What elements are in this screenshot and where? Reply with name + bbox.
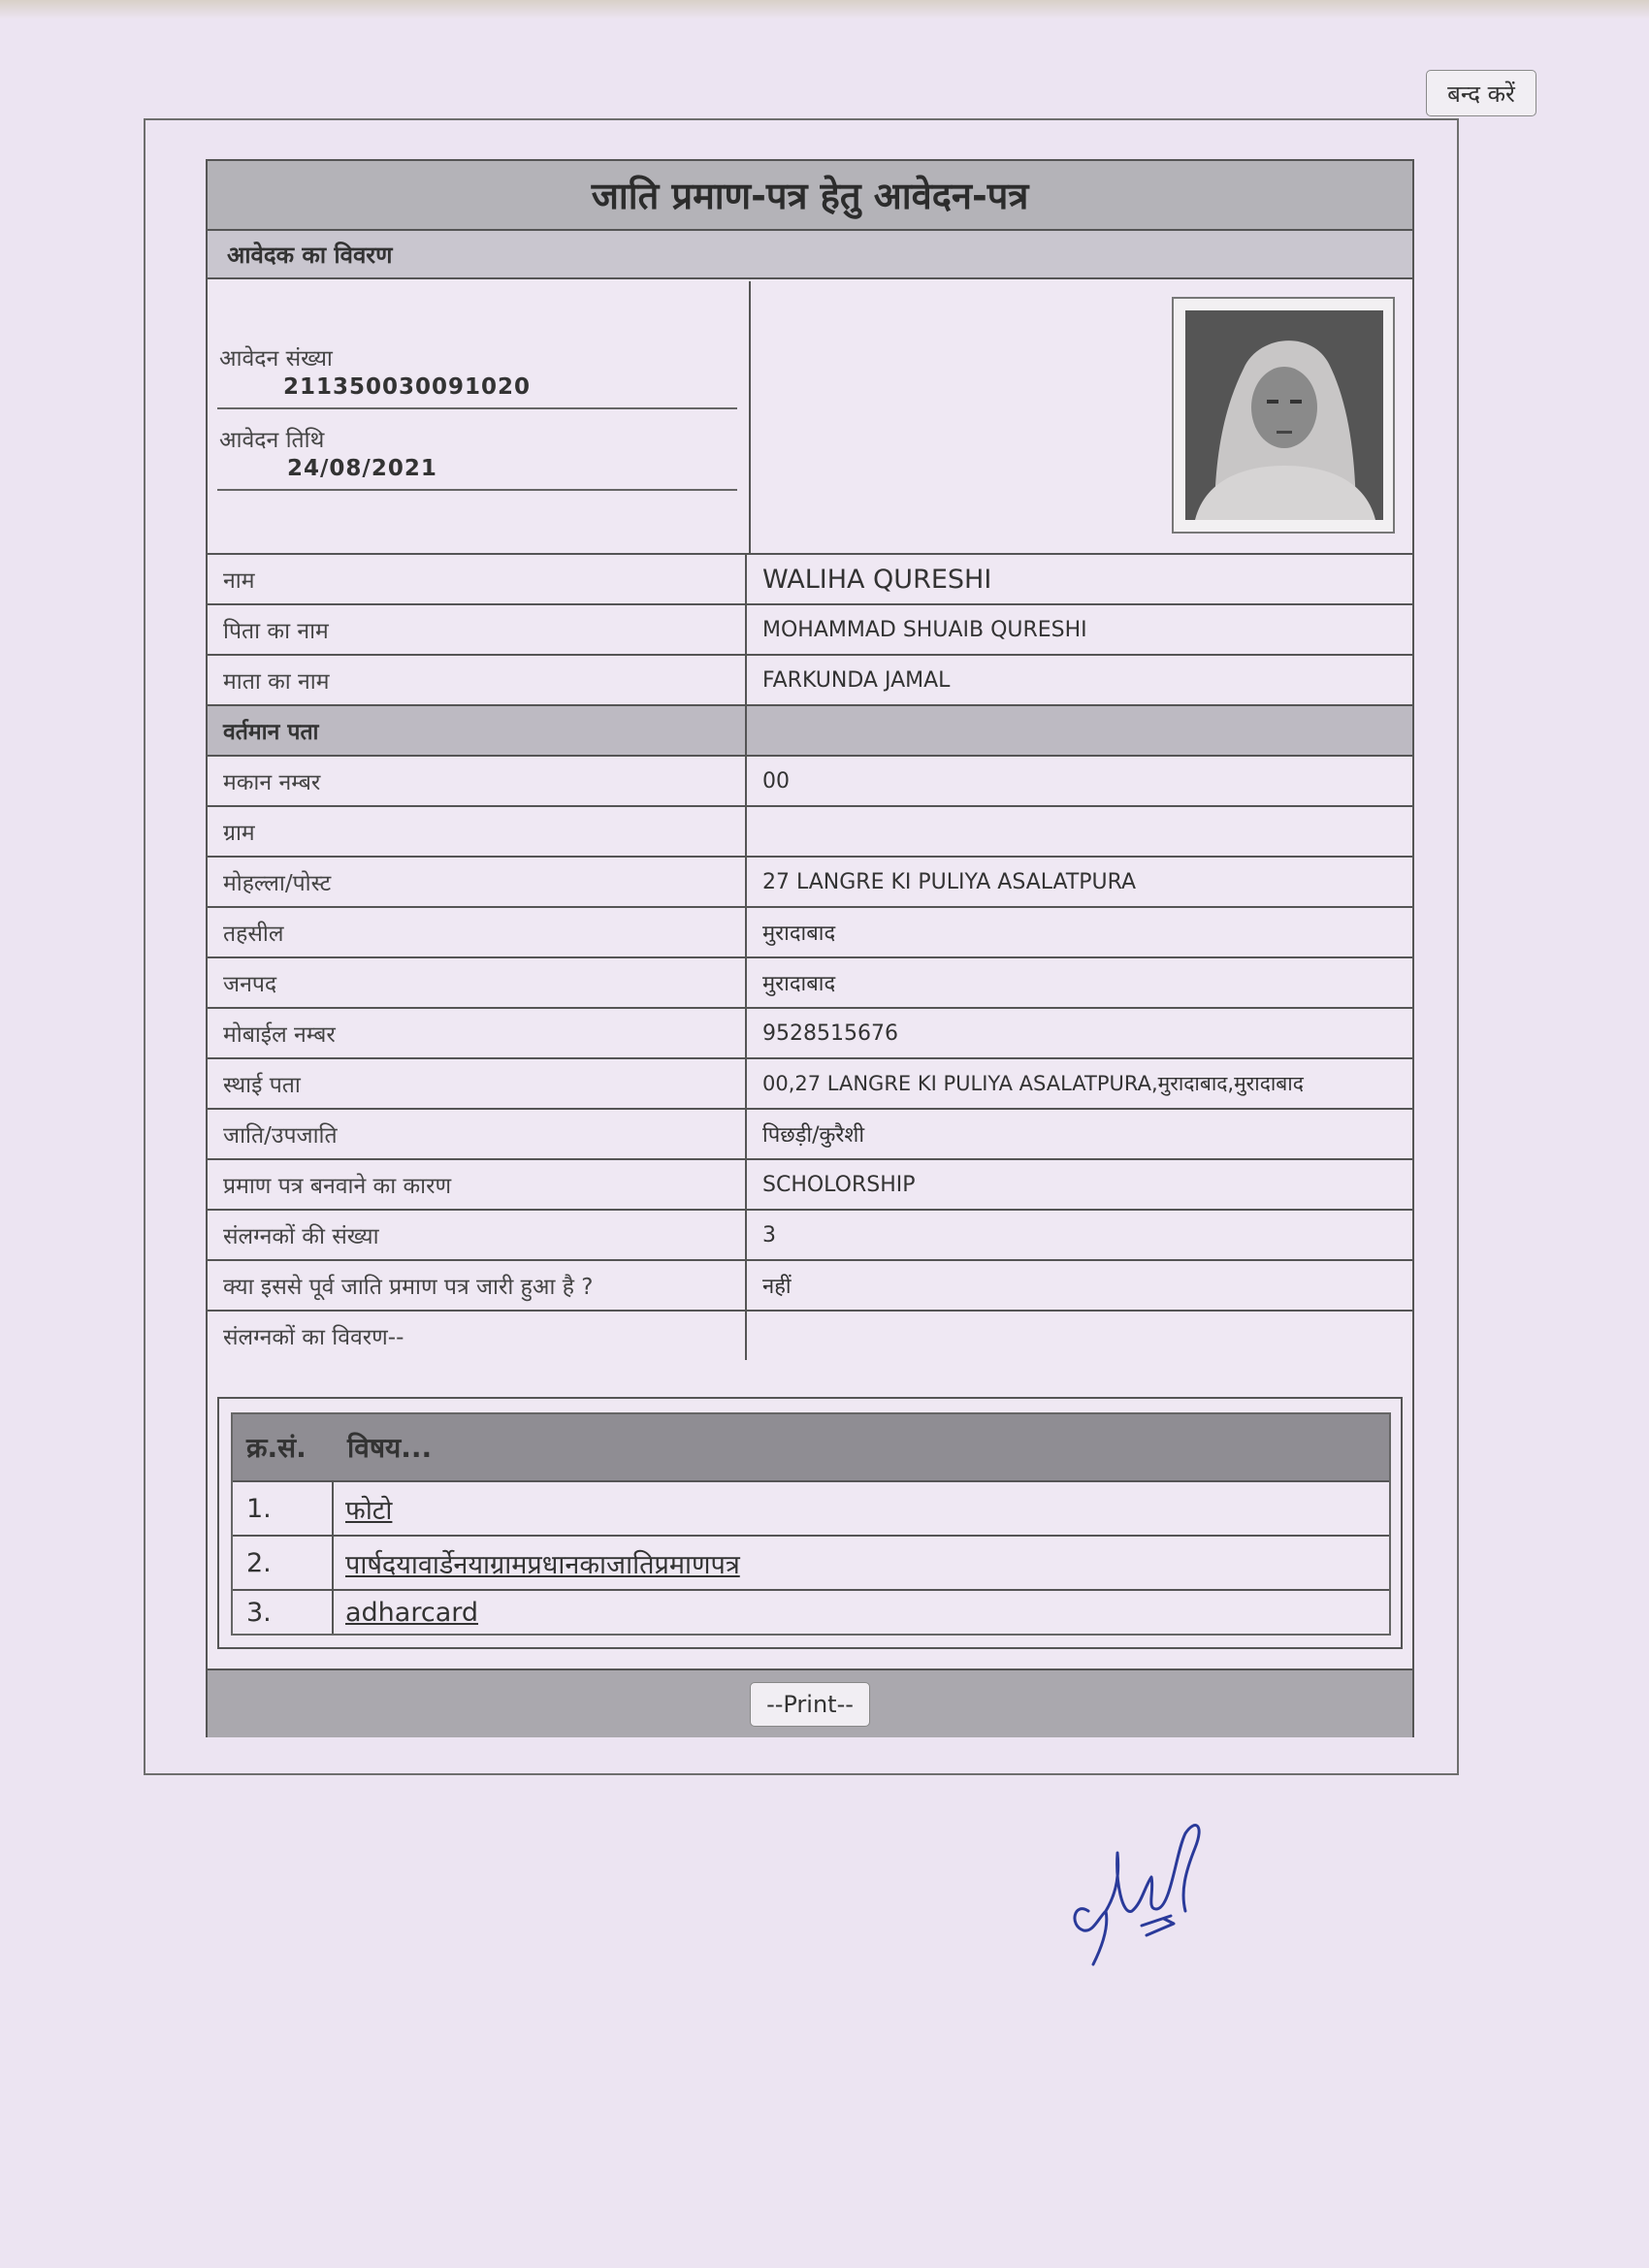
signature bbox=[1050, 1795, 1224, 1969]
attachment-row bbox=[233, 1535, 1389, 1589]
row-label: संलग्नकों का विवरण-- bbox=[208, 1312, 747, 1360]
row-house-number bbox=[208, 755, 1412, 805]
row-previous-certificate bbox=[208, 1259, 1412, 1310]
row-value: 27 LANGRE KI PULIYA ASALATPURA bbox=[762, 869, 1137, 894]
row-value bbox=[747, 1312, 1412, 1360]
form-footer bbox=[208, 1669, 1412, 1737]
close-button[interactable]: बन्द करें bbox=[1426, 70, 1536, 116]
attachment-link-aadhar[interactable]: adharcard bbox=[345, 1597, 479, 1628]
row-value bbox=[747, 807, 1412, 856]
row-value: 9528515676 bbox=[762, 1021, 898, 1046]
row-father-name bbox=[208, 603, 1412, 654]
attachment-link-caste-certificate[interactable]: पार्षदयावार्डेनयाग्रामप्रधानकाजातिप्रमाणपत्र bbox=[345, 1549, 740, 1580]
row-value bbox=[747, 706, 1412, 755]
row-label: वर्तमान पता bbox=[208, 706, 747, 755]
row-district bbox=[208, 956, 1412, 1007]
row-value: मुरादाबाद bbox=[762, 972, 836, 996]
row-label: प्रमाण पत्र बनवाने का कारण bbox=[208, 1160, 747, 1209]
row-value: 3 bbox=[762, 1222, 776, 1247]
row-mother-name bbox=[208, 654, 1412, 704]
divider bbox=[217, 489, 737, 491]
row-value: नहीं bbox=[762, 1275, 792, 1299]
row-tehsil bbox=[208, 906, 1412, 956]
row-label: माता का नाम bbox=[208, 656, 747, 704]
header-serial: क्र.सं. bbox=[246, 1432, 307, 1464]
row-label: मकान नम्बर bbox=[208, 757, 747, 805]
photo-image bbox=[1185, 310, 1383, 520]
row-village bbox=[208, 805, 1412, 856]
details-table bbox=[208, 553, 1412, 1360]
row-label: मोहल्ला/पोस्ट bbox=[208, 858, 747, 906]
attachment-link-photo[interactable]: फोटो bbox=[345, 1495, 393, 1526]
scan-top-edge bbox=[0, 0, 1649, 19]
row-caste bbox=[208, 1108, 1412, 1158]
row-value: 00 bbox=[762, 768, 790, 794]
row-reason bbox=[208, 1158, 1412, 1209]
row-current-address-section bbox=[208, 704, 1412, 755]
row-mobile-number bbox=[208, 1007, 1412, 1057]
application-date: 24/08/2021 bbox=[287, 456, 437, 481]
attachment-serial: 3. bbox=[233, 1591, 334, 1634]
application-info bbox=[208, 281, 751, 553]
attachment-row bbox=[233, 1480, 1389, 1535]
row-label: ग्राम bbox=[208, 807, 747, 856]
row-value: 00,27 LANGRE KI PULIYA ASALATPURA,मुरादाबाद,मुरादाबाद bbox=[762, 1072, 1304, 1095]
row-value: WALIHA QURESHI bbox=[762, 564, 992, 595]
row-attachment-details bbox=[208, 1310, 1412, 1360]
row-name bbox=[208, 553, 1412, 603]
row-label: नाम bbox=[208, 555, 747, 603]
attachment-serial: 1. bbox=[233, 1482, 334, 1535]
row-label: जाति/उपजाति bbox=[208, 1110, 747, 1158]
person-photo-icon bbox=[1185, 310, 1383, 520]
application-number-label: आवेदन संख्या bbox=[219, 346, 333, 372]
section-applicant-details: आवेदक का विवरण bbox=[208, 231, 1412, 279]
row-label: तहसील bbox=[208, 908, 747, 956]
attachments-table-inner bbox=[231, 1412, 1391, 1636]
application-date-label: आवेदन तिथि bbox=[219, 428, 325, 453]
row-locality-post bbox=[208, 856, 1412, 906]
attachment-row bbox=[233, 1589, 1389, 1634]
row-label: संलग्नकों की संख्या bbox=[208, 1211, 747, 1259]
row-label: पिता का नाम bbox=[208, 605, 747, 654]
row-label: स्थाई पता bbox=[208, 1059, 747, 1108]
row-label: जनपद bbox=[208, 958, 747, 1007]
header-subject: विषय... bbox=[347, 1432, 433, 1464]
divider bbox=[217, 407, 737, 409]
row-value: पिछड़ी/कुरैशी bbox=[762, 1123, 865, 1148]
application-number: 211350030091020 bbox=[283, 374, 532, 400]
row-label: मोबाईल नम्बर bbox=[208, 1009, 747, 1057]
row-attachment-count bbox=[208, 1209, 1412, 1259]
attachments-table bbox=[217, 1397, 1403, 1649]
attachment-serial: 2. bbox=[233, 1537, 334, 1589]
application-form bbox=[206, 159, 1414, 1737]
row-value: FARKUNDA JAMAL bbox=[762, 667, 951, 693]
row-label: क्या इससे पूर्व जाति प्रमाण पत्र जारी हुआ है ? bbox=[208, 1261, 747, 1310]
row-value: मुरादाबाद bbox=[762, 922, 836, 946]
print-button[interactable]: --Print-- bbox=[750, 1682, 870, 1727]
row-value: SCHOLORSHIP bbox=[762, 1172, 916, 1197]
form-title: जाति प्रमाण-पत्र हेतु आवेदन-पत्र bbox=[208, 161, 1412, 231]
applicant-photo bbox=[1172, 297, 1395, 534]
row-permanent-address bbox=[208, 1057, 1412, 1108]
attachments-header bbox=[233, 1414, 1389, 1480]
row-value: MOHAMMAD SHUAIB QURESHI bbox=[762, 617, 1087, 642]
